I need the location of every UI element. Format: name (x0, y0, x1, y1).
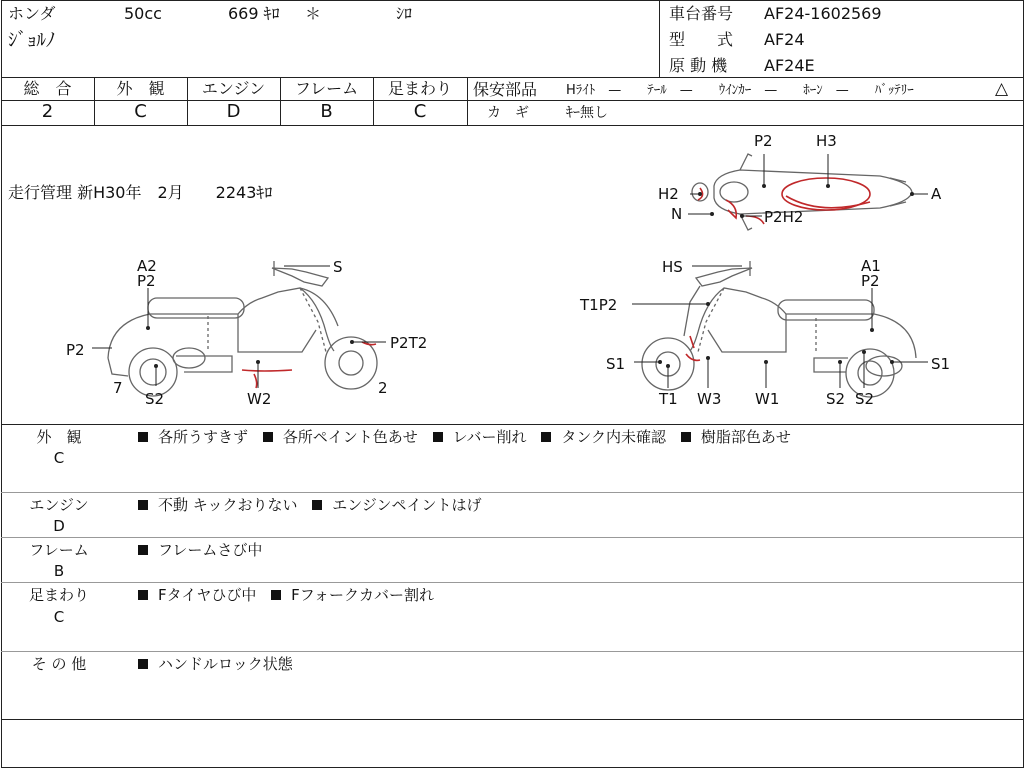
model-name: ｼﾞｮﾙﾉ (8, 29, 56, 51)
bullet-icon (138, 545, 148, 555)
grade-header-exterior: 外 観 (116, 79, 165, 98)
bullet-icon (312, 500, 322, 510)
remark-item: 不動 キックおりない (158, 496, 298, 514)
engine-value: AF24E (764, 56, 815, 75)
label-right-w3: W3 (697, 390, 722, 408)
bullet-icon (138, 432, 148, 442)
safety-items: Hﾗｲﾄ — ﾃｰﾙ — ｳｲﾝｶｰ — ﾎｰﾝ — ﾊﾞｯﾃﾘｰ (566, 83, 914, 98)
chassis-number: AF24-1602569 (764, 4, 882, 23)
mileage: 669 ｷﾛ (228, 4, 280, 23)
grade-frame: B (320, 101, 333, 122)
label-right-hs: HS (662, 258, 683, 276)
label-left-w2: W2 (247, 390, 272, 408)
bullet-icon (263, 432, 273, 442)
label-right-s2-b: S2 (855, 390, 875, 408)
remarks-engine-grade: D (53, 517, 65, 535)
mileage-mark: ＊ (305, 4, 322, 23)
remarks-exterior-items (138, 428, 791, 446)
bullet-icon (433, 432, 443, 442)
grade-header-engine: エンジン (201, 79, 266, 98)
remark-item: 樹脂部色あせ (700, 428, 791, 446)
grade-header-frame: フレーム (294, 79, 359, 98)
label-right-s1-front: S1 (606, 355, 626, 373)
label-right-p2: P2 (861, 272, 880, 290)
label-top-a: A (931, 185, 942, 203)
grade-col-5 (467, 77, 468, 125)
remark-item: Fタイヤひび中 (158, 586, 257, 604)
type-label: 型 式 (669, 30, 734, 49)
bullet-icon (541, 432, 551, 442)
remarks-other-category: そ の 他 (31, 655, 87, 673)
remarks-line-2 (1, 537, 1023, 538)
remarks-frame-items (138, 541, 262, 559)
remark-item: レバー削れ (452, 428, 527, 446)
grade-header-total: 総 合 (23, 79, 72, 98)
maker: ホンダ (8, 4, 56, 23)
remarks-exterior-grade: C (53, 449, 65, 467)
label-left-p2-rear: P2 (66, 341, 85, 359)
bullet-icon (138, 590, 148, 600)
safety-label: 保安部品 (473, 80, 538, 99)
remarks-engine-category: エンジン (29, 496, 89, 514)
label-left-2: 2 (378, 379, 388, 397)
label-right-t1p2: T1P2 (580, 296, 618, 314)
remarks-exterior-category: 外 観 (36, 428, 82, 446)
remarks-frame-grade: B (53, 562, 65, 580)
label-right-s2-a: S2 (826, 390, 846, 408)
displacement: 50cc (124, 4, 162, 23)
grade-top-line (1, 77, 1023, 78)
label-left-a2: A2 (137, 257, 157, 275)
remark-item: 各所うすきず (158, 428, 249, 446)
bullet-icon (138, 659, 148, 669)
remarks-bottom-line (1, 719, 1023, 720)
remark-item: タンク内未確認 (561, 428, 667, 446)
type-value: AF24 (764, 30, 805, 49)
key-value: ｷｰ無し (566, 105, 608, 121)
remark-item: エンジンペイントはげ (332, 496, 482, 514)
label-left-p2t2: P2T2 (390, 334, 428, 352)
header-divider (659, 0, 660, 78)
remarks-line-3 (1, 582, 1023, 583)
label-right-t1: T1 (659, 390, 678, 408)
remarks-engine-items (138, 496, 482, 514)
grade-exterior: C (134, 101, 147, 122)
remarks-line-1 (1, 492, 1023, 493)
chassis-label: 車台番号 (669, 4, 734, 23)
label-top-h2: H2 (658, 185, 679, 203)
remarks-frame-category: フレーム (29, 541, 89, 559)
bullet-icon (271, 590, 281, 600)
color: ｼﾛ (396, 4, 413, 23)
label-left-s: S (333, 258, 343, 276)
grade-engine: D (226, 101, 241, 122)
mileage-management: 走行管理 新H30年 2月 2243ｷﾛ (8, 183, 273, 202)
safety-mid-line (467, 100, 1023, 101)
remark-item: Fフォークカバー割れ (291, 586, 435, 604)
key-label: カ ギ (487, 105, 529, 121)
remarks-other-items (138, 655, 293, 673)
remarks-suspension-items (138, 586, 434, 604)
label-top-p2h2: P2H2 (764, 208, 804, 226)
remarks-suspension-category: 足まわり (28, 586, 89, 604)
label-top-p2: P2 (754, 132, 773, 150)
grade-suspension: C (413, 101, 427, 122)
remarks-suspension-grade: C (53, 608, 65, 626)
label-left-p2-top: P2 (137, 272, 156, 290)
remark-item: ハンドルロック状態 (158, 655, 293, 673)
engine-label: 原 動 機 (669, 56, 728, 75)
remark-item: フレームさび中 (158, 541, 263, 559)
label-right-a1: A1 (861, 257, 881, 275)
remark-item: 各所ペイント色あせ (282, 428, 418, 446)
bullet-icon (138, 500, 148, 510)
grade-header-suspension: 足まわり (387, 79, 452, 98)
battery-triangle: △ (995, 79, 1009, 99)
label-left-s2: S2 (145, 390, 165, 408)
label-right-s1-rear: S1 (931, 355, 951, 373)
bullet-icon (681, 432, 691, 442)
label-left-7: 7 (113, 379, 123, 397)
label-right-w1: W1 (755, 390, 780, 408)
label-top-h3: H3 (816, 132, 837, 150)
remarks-line-4 (1, 651, 1023, 652)
remarks-top-line (1, 424, 1023, 425)
label-top-n: N (671, 205, 683, 223)
grade-total: 2 (41, 101, 54, 122)
